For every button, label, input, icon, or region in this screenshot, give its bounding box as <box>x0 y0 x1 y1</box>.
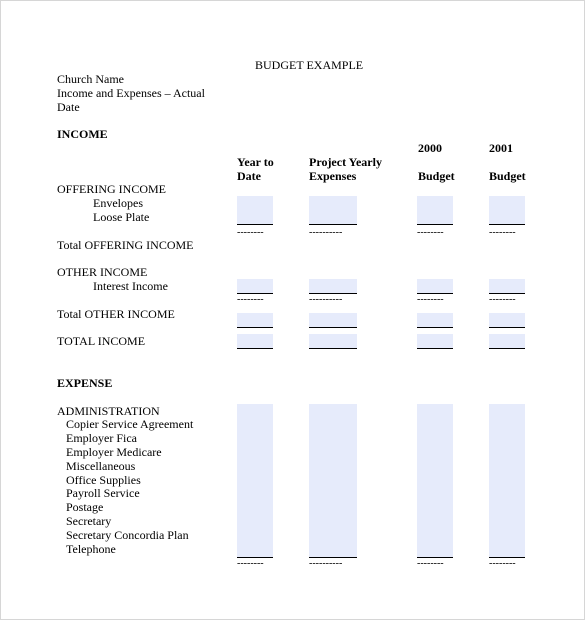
secretary-concordia-b2001-field[interactable] <box>489 529 525 544</box>
interest-income-b2001-field[interactable] <box>489 279 525 294</box>
other-subtotal-ytd-separator: -------- <box>237 294 264 305</box>
row-label-copier: Copier Service Agreement <box>66 417 194 431</box>
copier-proj-field[interactable] <box>309 418 357 433</box>
miscellaneous-proj-field[interactable] <box>309 460 357 475</box>
envelopes-ytd-field[interactable] <box>237 196 273 211</box>
total-offering-income-label: Total OFFERING INCOME <box>57 238 194 252</box>
loose-plate-b2001-field[interactable] <box>489 210 525 225</box>
report-subtitle: Income and Expenses – Actual <box>57 86 205 100</box>
other-total-b2001-separator: -------- <box>489 322 516 333</box>
loose-plate-b2000-field[interactable] <box>417 210 453 225</box>
admin-subtotal-b2000-separator: -------- <box>417 558 444 569</box>
col-header-projected-1: Project Yearly <box>309 155 382 169</box>
envelopes-b2001-field[interactable] <box>489 196 525 211</box>
copier-b2000-field[interactable] <box>417 418 453 433</box>
total-income-label: TOTAL INCOME <box>57 334 146 348</box>
document-title: BUDGET EXAMPLE <box>255 58 364 72</box>
total-income-b2000-field[interactable] <box>417 334 453 349</box>
interest-income-b2000-field[interactable] <box>417 279 453 294</box>
secretary-concordia-b2000-field[interactable] <box>417 529 453 544</box>
secretary-concordia-ytd-field[interactable] <box>237 529 273 544</box>
admin-subtotal-ytd-separator: -------- <box>237 558 264 569</box>
telephone-b2000-field[interactable] <box>417 543 453 558</box>
offering-subtotal-b2001-separator: -------- <box>489 227 516 238</box>
row-label-employer-medicare: Employer Medicare <box>66 445 162 459</box>
row-label-telephone: Telephone <box>66 542 116 556</box>
offering-subtotal-ytd-separator: -------- <box>237 227 264 238</box>
expense-heading: EXPENSE <box>57 376 113 390</box>
loose-plate-proj-field[interactable] <box>309 210 357 225</box>
other-subtotal-b2001-separator: -------- <box>489 294 516 305</box>
payroll-service-proj-field[interactable] <box>309 487 357 502</box>
payroll-service-b2000-field[interactable] <box>417 487 453 502</box>
row-label-miscellaneous: Miscellaneous <box>66 459 136 473</box>
postage-ytd-field[interactable] <box>237 501 273 516</box>
row-label-postage: Postage <box>66 500 104 514</box>
employer-medicare-ytd-field[interactable] <box>237 446 273 461</box>
row-label-employer-fica: Employer Fica <box>66 431 137 445</box>
total-income-proj-field[interactable] <box>309 334 357 349</box>
total-income-b2001-field[interactable] <box>489 334 525 349</box>
envelopes-proj-field[interactable] <box>309 196 357 211</box>
administration-b2001-field[interactable] <box>489 404 525 419</box>
telephone-ytd-field[interactable] <box>237 543 273 558</box>
row-label-interest-income: Interest Income <box>93 279 168 293</box>
secretary-concordia-proj-field[interactable] <box>309 529 357 544</box>
secretary-ytd-field[interactable] <box>237 515 273 530</box>
offering-income-heading: OFFERING INCOME <box>57 182 167 196</box>
other-total-ytd-separator: -------- <box>237 322 264 333</box>
telephone-b2001-field[interactable] <box>489 543 525 558</box>
income-heading: INCOME <box>57 127 108 141</box>
col-header-budget-2001: Budget <box>489 169 526 183</box>
other-income-heading: OTHER INCOME <box>57 265 148 279</box>
employer-fica-b2001-field[interactable] <box>489 432 525 447</box>
col-header-ytd-1: Year to <box>237 155 274 169</box>
offering-subtotal-proj-separator: ---------- <box>309 227 343 238</box>
secretary-proj-field[interactable] <box>309 515 357 530</box>
miscellaneous-b2000-field[interactable] <box>417 460 453 475</box>
payroll-service-b2001-field[interactable] <box>489 487 525 502</box>
row-label-office-supplies: Office Supplies <box>66 473 141 487</box>
row-label-loose-plate: Loose Plate <box>93 210 150 224</box>
envelopes-b2000-field[interactable] <box>417 196 453 211</box>
other-total-proj-separator: ---------- <box>309 322 343 333</box>
payroll-service-ytd-field[interactable] <box>237 487 273 502</box>
row-label-secretary-concordia: Secretary Concordia Plan <box>66 528 189 542</box>
interest-income-ytd-field[interactable] <box>237 279 273 294</box>
row-label-payroll-service: Payroll Service <box>66 486 140 500</box>
employer-fica-ytd-field[interactable] <box>237 432 273 447</box>
postage-proj-field[interactable] <box>309 501 357 516</box>
miscellaneous-b2001-field[interactable] <box>489 460 525 475</box>
employer-fica-b2000-field[interactable] <box>417 432 453 447</box>
administration-b2000-field[interactable] <box>417 404 453 419</box>
postage-b2001-field[interactable] <box>489 501 525 516</box>
total-income-ytd-field[interactable] <box>237 334 273 349</box>
secretary-b2000-field[interactable] <box>417 515 453 530</box>
other-subtotal-proj-separator: ---------- <box>309 294 343 305</box>
copier-b2001-field[interactable] <box>489 418 525 433</box>
total-other-income-label: Total OTHER INCOME <box>57 307 175 321</box>
admin-subtotal-proj-separator: ---------- <box>309 558 343 569</box>
administration-ytd-field[interactable] <box>237 404 273 419</box>
secretary-b2001-field[interactable] <box>489 515 525 530</box>
other-subtotal-b2000-separator: -------- <box>417 294 444 305</box>
col-header-year-2001: 2001 <box>489 141 513 155</box>
postage-b2000-field[interactable] <box>417 501 453 516</box>
miscellaneous-ytd-field[interactable] <box>237 460 273 475</box>
col-header-projected-2: Expenses <box>309 169 357 183</box>
col-header-budget-2000: Budget <box>418 169 455 183</box>
telephone-proj-field[interactable] <box>309 543 357 558</box>
report-date: Date <box>57 100 80 114</box>
interest-income-proj-field[interactable] <box>309 279 357 294</box>
copier-ytd-field[interactable] <box>237 418 273 433</box>
col-header-ytd-2: Date <box>237 169 261 183</box>
administration-proj-field[interactable] <box>309 404 357 419</box>
other-total-b2000-separator: -------- <box>417 322 444 333</box>
loose-plate-ytd-field[interactable] <box>237 210 273 225</box>
employer-fica-proj-field[interactable] <box>309 432 357 447</box>
row-label-secretary: Secretary <box>66 514 112 528</box>
church-name: Church Name <box>57 72 124 86</box>
administration-heading: ADMINISTRATION <box>57 404 160 418</box>
admin-subtotal-b2001-separator: -------- <box>489 558 516 569</box>
employer-medicare-proj-field[interactable] <box>309 446 357 461</box>
offering-subtotal-b2000-separator: -------- <box>417 227 444 238</box>
employer-medicare-b2000-field[interactable] <box>417 446 453 461</box>
row-label-envelopes: Envelopes <box>93 196 143 210</box>
employer-medicare-b2001-field[interactable] <box>489 446 525 461</box>
col-header-year-2000: 2000 <box>418 141 442 155</box>
